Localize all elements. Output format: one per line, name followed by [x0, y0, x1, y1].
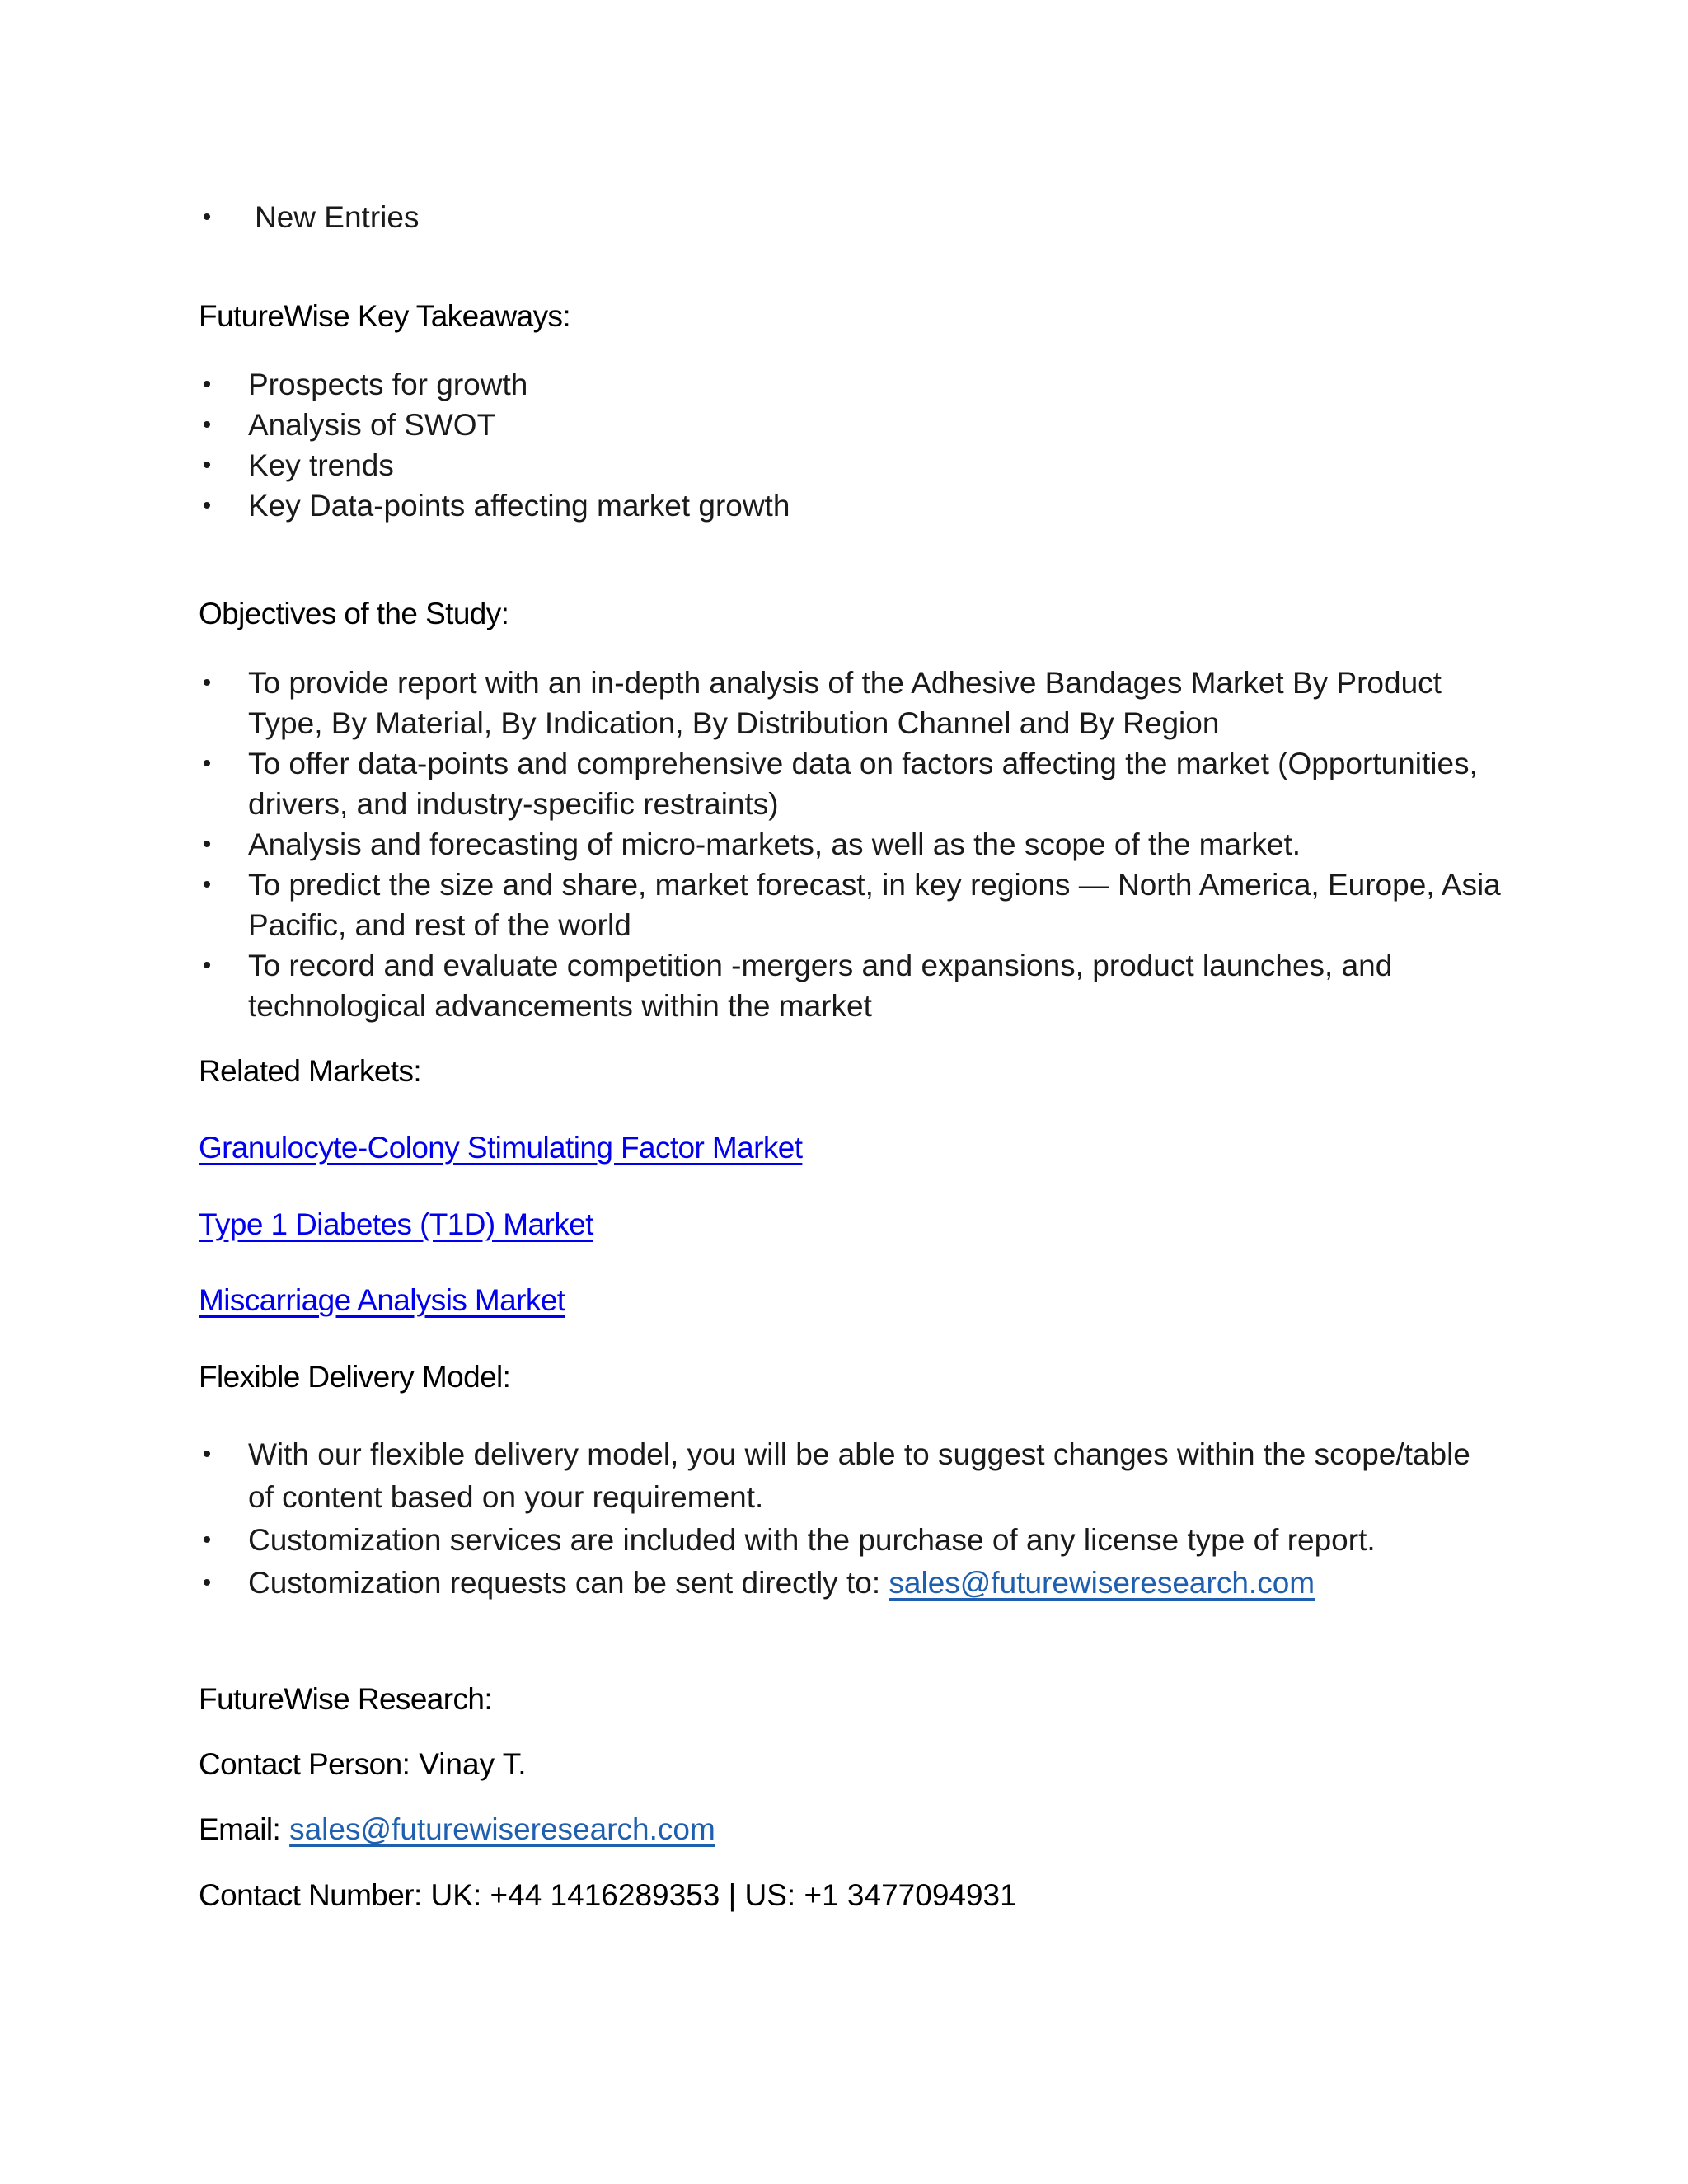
list-item [0, 1519, 1688, 1562]
list-item [0, 743, 1688, 824]
top-bullet-list [0, 197, 1688, 237]
bullet-icon: • [202, 952, 212, 979]
related-market-link[interactable]: Type 1 Diabetes (T1D) Market [199, 1207, 593, 1241]
list-item [0, 865, 1688, 945]
bullet-icon: • [202, 371, 212, 398]
list-item-text: Analysis of SWOT [248, 408, 496, 442]
contact-email: Email: sales@futurewiseresearch.com [199, 1812, 715, 1846]
bullet-icon: • [202, 669, 212, 696]
bullet-icon: • [202, 1526, 212, 1554]
contact-number-value: : UK: +44 1416289353 | US: +1 3477094931 [414, 1878, 1017, 1912]
list-item [0, 824, 1688, 865]
email-label: Email [199, 1812, 273, 1846]
related-market-link[interactable]: Granulocyte-Colony Stimulating Factor Market [199, 1131, 803, 1165]
list-item [0, 1562, 1688, 1605]
list-item [0, 485, 1688, 526]
list-item [0, 1433, 1688, 1519]
contact-person-value: : Vinay T. [401, 1747, 527, 1781]
company-heading: FutureWise Research: [199, 1682, 493, 1716]
list-item-text: To record and evaluate competition -mergers and expansions, product launches, and technological advancements within the market [248, 949, 1393, 1023]
list-item-text: To predict the size and share, market forecast, in key regions — North America, Europe, Asia Pacific, and rest of the world [248, 868, 1501, 942]
list-item-text: Key Data-points affecting market growth [248, 489, 790, 523]
bullet-icon: • [202, 871, 212, 898]
list-item [0, 945, 1688, 1026]
list-item-text: Analysis and forecasting of micro-markets, as well as the scope of the market. [248, 827, 1301, 861]
list-item-text: Customization services are included with the purchase of any license type of report. [248, 1523, 1376, 1557]
email-link[interactable]: sales@futurewiseresearch.com [289, 1812, 715, 1846]
list-item-text: To offer data-points and comprehensive data on factors affecting the market (Opportunities, drivers, and industry-specific restraints) [248, 747, 1478, 821]
bullet-icon: • [202, 452, 212, 479]
list-item [0, 405, 1688, 445]
bullet-icon: • [202, 750, 212, 777]
delivery-list [0, 1433, 1688, 1605]
objectives-list [0, 663, 1688, 1026]
contact-person [199, 1747, 526, 1782]
bullet-icon: • [202, 1441, 212, 1468]
list-item-text: With our flexible delivery model, you will be able to suggest changes within the scope/table of content based on your requirement. [248, 1437, 1470, 1514]
email-link[interactable]: sales@futurewiseresearch.com [889, 1566, 1315, 1600]
list-item-text: Key trends [248, 448, 394, 482]
list-item [0, 663, 1688, 743]
list-item-text: Prospects for growth [248, 368, 528, 401]
list-item [0, 364, 1688, 405]
bullet-icon: • [202, 411, 212, 438]
bullet-icon: • [202, 492, 212, 519]
related-market-link[interactable]: Miscarriage Analysis Market [199, 1283, 565, 1317]
list-item [0, 197, 1688, 237]
list-item-text: New Entries [255, 200, 420, 234]
contact-person-label: Contact Person [199, 1747, 402, 1781]
bullet-icon: • [202, 1569, 212, 1596]
list-item [0, 445, 1688, 485]
related-markets-heading: Related Markets: [199, 1054, 422, 1088]
takeaways-heading: FutureWise Key Takeaways: [199, 299, 571, 333]
bullet-icon: • [202, 204, 212, 231]
list-item-text: To provide report with an in-depth analysis of the Adhesive Bandages Market By Product Type, By Material, By Indication, By Distribution Channel and By Region [248, 666, 1442, 740]
contact-number-label: Contact Number [199, 1878, 414, 1912]
bullet-icon: • [202, 831, 212, 858]
list-item-text: Customization requests can be sent directly to: sales@futurewiseresearch.com [248, 1566, 1315, 1600]
objectives-heading: Objectives of the Study: [199, 597, 509, 630]
delivery-heading: Flexible Delivery Model: [199, 1360, 511, 1394]
contact-number [199, 1878, 1017, 1913]
takeaways-list [0, 364, 1688, 526]
